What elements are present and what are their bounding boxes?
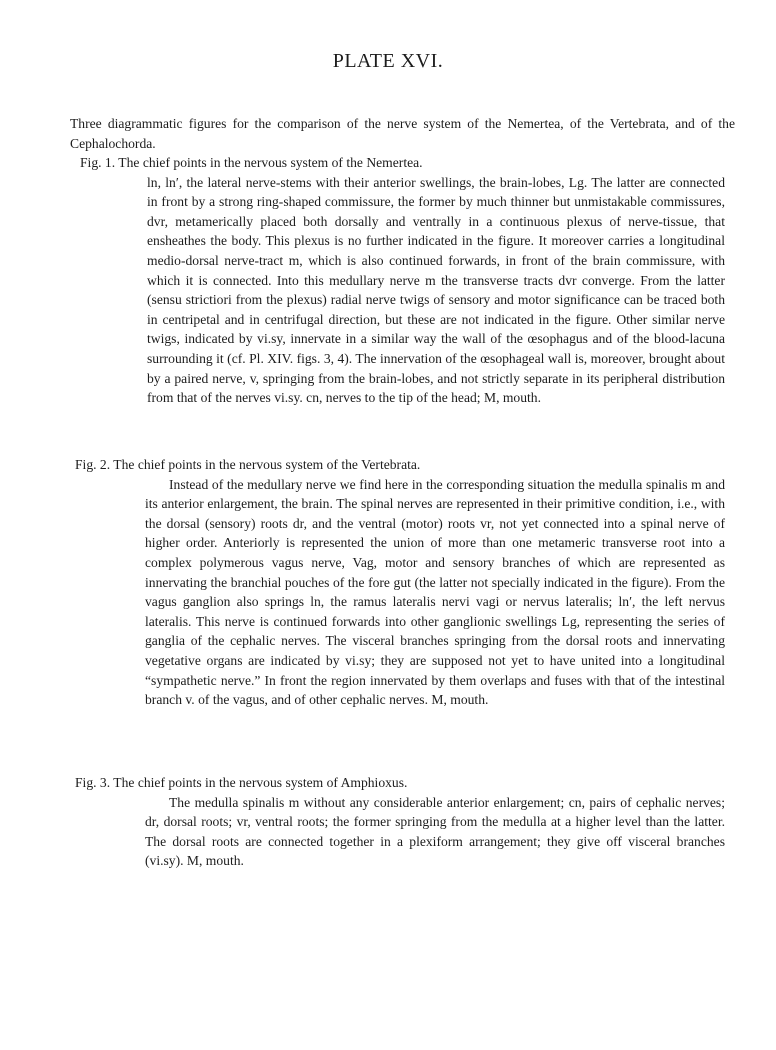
figure-3-body: The medulla spinalis m without any considerable anterior enlargement; cn, pairs of cephalic nerves; dr, dorsal roots; vr, ventral roots; the former springing from the medulla at a higher level than the latter. The dorsal roots are connected together in a plexiform arrangement; they give off visceral branches (vi.sy). M, mouth.	[145, 794, 725, 869]
figure-1-heading: The chief points in the nervous system of the Nemertea.	[118, 155, 423, 170]
figure-1-caption	[80, 153, 725, 408]
figure-2-body: Instead of the medullary nerve we find here in the corresponding situation the medulla spinalis m and its anterior enlargement, the brain. The spinal nerves are represented in their primitive condition, i.e., with the dorsal (sensory) roots dr, and the ventral (motor) roots vr, not yet connected into a spinal nerve of higher order. Anteriorly is represented the union of more than one metameric transverse root into a complex polymerous vagus nerve, Vag, motor and sensory branches of which are represented as innervating the branchial pouches of the fore gut (the latter not specially indicated in the figure). From the vagus ganglion also springs ln, the ramus lateralis nervi vagi or nervus lateralis; ln′, the left nervus lateralis. This nerve is continued forwards into other ganglionic swellings Lg, representing the series of ganglia of the cephalic nerves. The visceral branches springing from the dorsal roots and innervating vegetative organs are indicated by vi.sy; they are supposed not yet to have united into a longitudinal “sympathetic nerve.” In front the region innervated by them overlaps and fuses with that of the intestinal branch v. of the vagus, and of other cephalic nerves. M, mouth.	[145, 476, 725, 708]
figure-2-heading: The chief points in the nervous system of the Vertebrata.	[113, 457, 421, 472]
figure-3-caption	[75, 773, 725, 871]
figure-1-label: Fig. 1.	[80, 155, 116, 170]
figure-2-caption	[75, 455, 725, 710]
figure-3-label: Fig. 3.	[75, 775, 111, 790]
intro-paragraph: Three diagrammatic figures for the comparison of the nerve system of the Nemertea, of the Vertebrata, and of the Cephalochorda.	[70, 116, 735, 151]
plate-title: PLATE XVI.	[332, 50, 444, 72]
figure-1-body: ln, ln′, the lateral nerve-stems with their anterior swellings, the brain-lobes, Lg. The latter are connected in front by a strong ring-shaped commissure, the former by much thinner but unmistakable commissures, dvr, metamerically placed both dorsally and ventrally in a continuous plexus of nerve-tissue, that ensheathes the body. This plexus is no further indicated in the figure. It moreover carries a longitudinal medio-dorsal nerve-tract m, which is also continued forwards, in front of the brain commissure, with which it is connected. Into this medullary nerve m the transverse tracts dvr converge. From the latter (sensu strictiori from the plexus) radial nerve twigs of sensory and motor significance can be traced both in centripetal and in centrifugal direction, but these are not indicated in the figure. Other similar nerve twigs, indicated by vi.sy, innervate in a similar way the wall of the œsophagus and of the blood-lacuna surrounding it (cf. Pl. XIV. figs. 3, 4). The innervation of the œsophageal wall is, moreover, brought about by a paired nerve, v, springing from the brain-lobes, and not strictly separate in its peripheral distribution from that of the nerves vi.sy. cn, nerves to the tip of the head; M, mouth.	[147, 174, 725, 406]
figure-3-heading: The chief points in the nervous system of Amphioxus.	[113, 775, 408, 790]
figure-2-label: Fig. 2.	[75, 457, 111, 472]
